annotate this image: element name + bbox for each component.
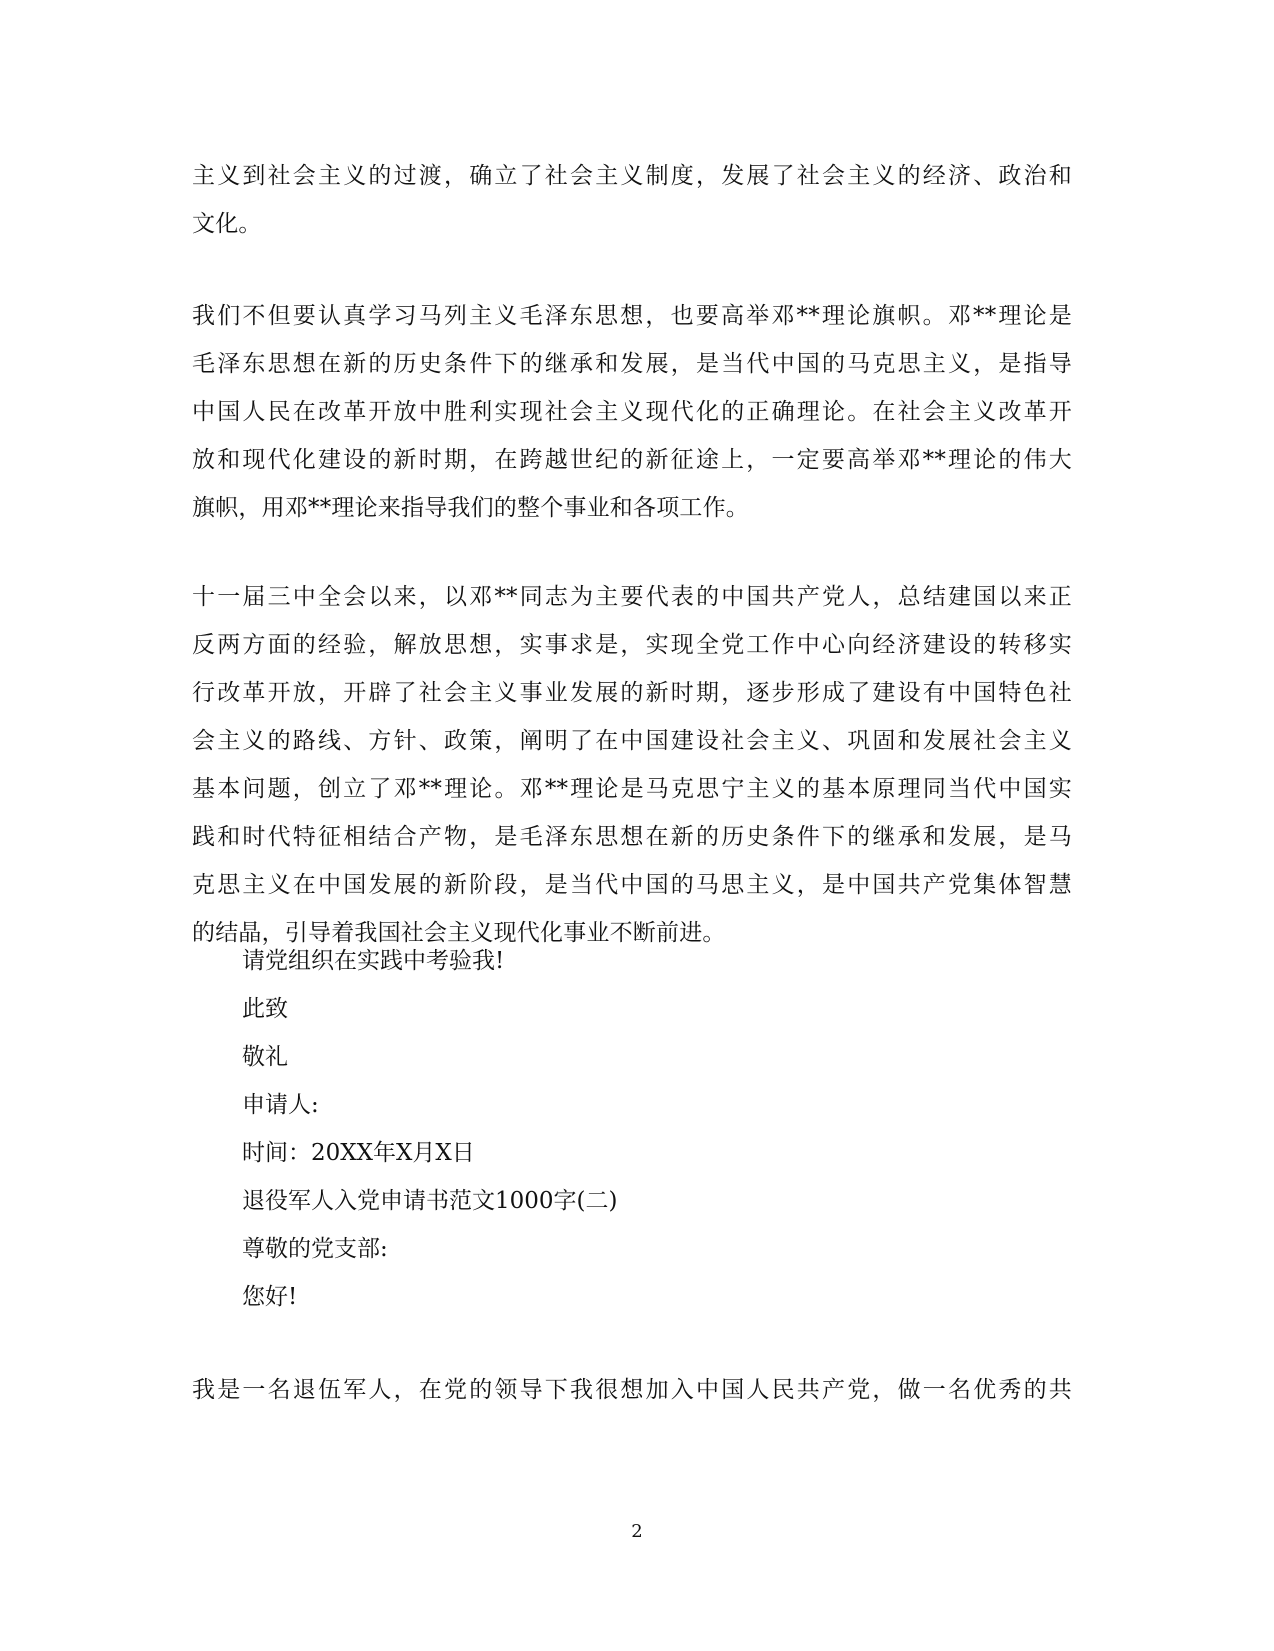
text-line: 毛泽东思想在新的历史条件下的继承和发展，是当代中国的马克思主义，是指导 bbox=[192, 351, 1072, 377]
text-line: 克思主义在中国发展的新阶段，是当代中国的马思主义，是中国共产党集体智慧 bbox=[192, 872, 1072, 898]
text-line: 基本问题，创立了邓**理论。邓**理论是马克思宁主义的基本原理同当代中国实 bbox=[192, 776, 1072, 802]
text-line: 文化。 bbox=[192, 211, 262, 237]
date-line: 时间：20XX年X月X日 bbox=[242, 1140, 475, 1166]
text-line: 中国人民在改革开放中胜利实现社会主义现代化的正确理论。在社会主义改革开 bbox=[192, 399, 1072, 425]
closing-regards: 敬礼 bbox=[242, 1044, 288, 1070]
text-line: 会主义的路线、方针、政策，阐明了在中国建设社会主义、巩固和发展社会主义 bbox=[192, 728, 1072, 754]
applicant-label: 申请人: bbox=[242, 1092, 319, 1118]
paragraph-4 bbox=[192, 1366, 1072, 1414]
text-line: 旗帜，用邓**理论来指导我们的整个事业和各项工作。 bbox=[192, 495, 749, 521]
closing-request: 请党组织在实践中考验我! bbox=[242, 948, 505, 974]
text-line: 主义到社会主义的过渡，确立了社会主义制度，发展了社会主义的经济、政治和 bbox=[192, 163, 1072, 189]
text-line: 放和现代化建设的新时期，在跨越世纪的新征途上，一定要高举邓**理论的伟大 bbox=[192, 447, 1072, 473]
page-number: 2 bbox=[631, 1521, 643, 1542]
paragraph-2 bbox=[192, 292, 1072, 532]
closing-salutation: 此致 bbox=[242, 996, 288, 1022]
greeting-hello: 您好! bbox=[242, 1284, 298, 1310]
text-line: 我们不但要认真学习马列主义毛泽东思想，也要高举邓**理论旗帜。邓**理论是 bbox=[192, 303, 1072, 329]
paragraph-1 bbox=[192, 152, 1072, 248]
text-line: 践和时代特征相结合产物，是毛泽东思想在新的历史条件下的继承和发展，是马 bbox=[192, 824, 1072, 850]
text-line: 行改革开放，开辟了社会主义事业发展的新时期，逐步形成了建设有中国特色社 bbox=[192, 680, 1072, 706]
greeting-addressee: 尊敬的党支部: bbox=[242, 1236, 388, 1262]
text-line: 十一届三中全会以来，以邓**同志为主要代表的中国共产党人，总结建国以来正 bbox=[192, 584, 1072, 610]
text-line: 反两方面的经验，解放思想，实事求是，实现全党工作中心向经济建设的转移实 bbox=[192, 632, 1072, 658]
text-line: 我是一名退伍军人，在党的领导下我很想加入中国人民共产党，做一名优秀的共 bbox=[192, 1377, 1072, 1403]
paragraph-3 bbox=[192, 573, 1072, 957]
section-title: 退役军人入党申请书范文1000字(二) bbox=[242, 1188, 618, 1214]
text-line: 的结晶，引导着我国社会主义现代化事业不断前进。 bbox=[192, 920, 726, 946]
